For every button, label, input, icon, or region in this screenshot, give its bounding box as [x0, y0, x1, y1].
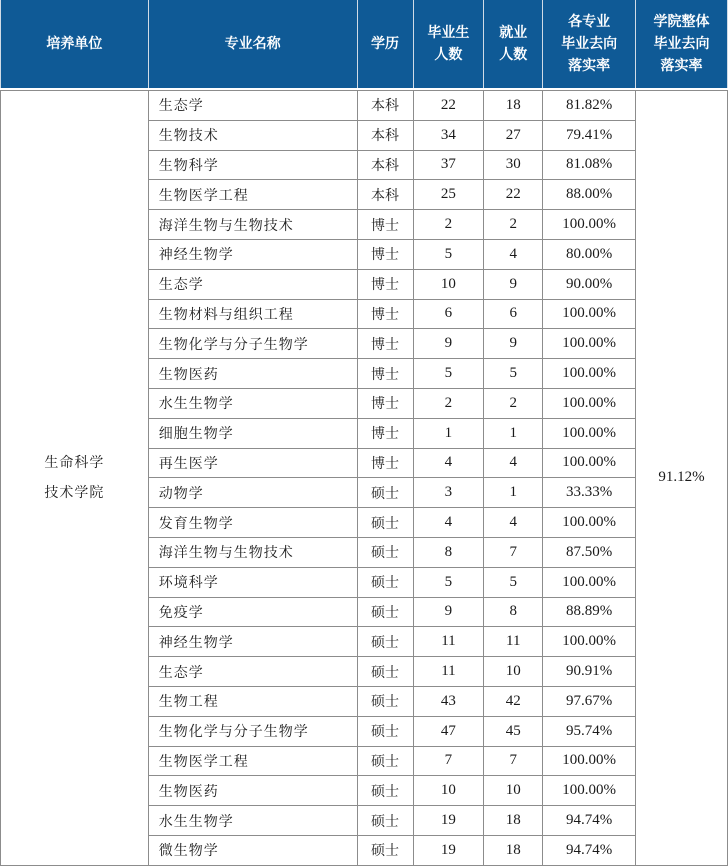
degree-cell: 本科 — [357, 120, 413, 150]
major-rate-cell: 100.00% — [543, 210, 636, 240]
major-rate-cell: 90.91% — [543, 657, 636, 687]
major-rate-cell: 100.00% — [543, 448, 636, 478]
graduates-cell: 47 — [413, 716, 484, 746]
header-row — [1, 0, 728, 88]
major-rate-cell: 100.00% — [543, 508, 636, 538]
header-employed-line2: 人数 — [499, 47, 528, 63]
major-cell: 再生医学 — [148, 448, 357, 478]
graduates-cell: 34 — [413, 120, 484, 150]
header-college-rate-line3: 落实率 — [660, 58, 703, 74]
major-cell: 水生生物学 — [148, 806, 357, 836]
major-cell: 生物医药 — [148, 359, 357, 389]
major-rate-cell: 95.74% — [543, 716, 636, 746]
header-graduates-line1: 毕业生 — [427, 25, 470, 41]
table-row — [1, 91, 728, 121]
major-rate-cell: 97.67% — [543, 686, 636, 716]
graduates-cell: 5 — [413, 239, 484, 269]
major-cell: 海洋生物与生物技术 — [148, 537, 357, 567]
degree-cell: 博士 — [357, 448, 413, 478]
major-cell: 细胞生物学 — [148, 418, 357, 448]
major-cell: 生态学 — [148, 269, 357, 299]
degree-cell: 硕士 — [357, 806, 413, 836]
graduates-cell: 1 — [413, 418, 484, 448]
degree-cell: 硕士 — [357, 746, 413, 776]
major-rate-cell: 100.00% — [543, 299, 636, 329]
degree-cell: 硕士 — [357, 567, 413, 597]
employed-cell: 4 — [484, 508, 543, 538]
degree-cell: 硕士 — [357, 627, 413, 657]
major-cell: 神经生物学 — [148, 239, 357, 269]
major-rate-cell: 100.00% — [543, 567, 636, 597]
degree-cell: 硕士 — [357, 686, 413, 716]
major-cell: 生态学 — [148, 91, 357, 121]
header-major-rate-line3: 落实率 — [568, 58, 611, 74]
graduates-cell: 6 — [413, 299, 484, 329]
employed-cell: 4 — [484, 448, 543, 478]
degree-cell: 博士 — [357, 388, 413, 418]
major-cell: 生物医药 — [148, 776, 357, 806]
header-college-rate-line2: 毕业去向 — [653, 36, 710, 52]
header-employed-line1: 就业 — [499, 25, 528, 41]
graduates-cell: 22 — [413, 91, 484, 121]
major-cell: 免疫学 — [148, 597, 357, 627]
major-rate-cell: 100.00% — [543, 418, 636, 448]
degree-cell: 博士 — [357, 329, 413, 359]
employed-cell: 1 — [484, 478, 543, 508]
major-cell: 生物材料与组织工程 — [148, 299, 357, 329]
unit-name-line1: 生命科学 — [44, 454, 105, 471]
degree-cell: 硕士 — [357, 597, 413, 627]
graduates-cell: 4 — [413, 448, 484, 478]
employed-cell: 9 — [484, 269, 543, 299]
major-rate-cell: 88.89% — [543, 597, 636, 627]
header-unit — [1, 0, 149, 88]
major-rate-cell: 100.00% — [543, 388, 636, 418]
major-cell: 生态学 — [148, 657, 357, 687]
major-cell: 生物化学与分子生物学 — [148, 329, 357, 359]
graduates-cell: 25 — [413, 180, 484, 210]
employed-cell: 5 — [484, 567, 543, 597]
employed-cell: 2 — [484, 210, 543, 240]
employed-cell: 7 — [484, 746, 543, 776]
graduates-cell: 19 — [413, 806, 484, 836]
major-rate-cell: 88.00% — [543, 180, 636, 210]
major-cell: 生物医学工程 — [148, 180, 357, 210]
major-rate-cell: 90.00% — [543, 269, 636, 299]
graduates-cell: 9 — [413, 329, 484, 359]
major-rate-cell: 81.08% — [543, 150, 636, 180]
employed-cell: 1 — [484, 418, 543, 448]
graduates-cell: 10 — [413, 776, 484, 806]
major-cell: 神经生物学 — [148, 627, 357, 657]
graduates-cell: 3 — [413, 478, 484, 508]
graduates-cell: 4 — [413, 508, 484, 538]
degree-cell: 硕士 — [357, 835, 413, 865]
major-rate-cell: 80.00% — [543, 239, 636, 269]
degree-cell: 博士 — [357, 359, 413, 389]
degree-cell: 本科 — [357, 150, 413, 180]
major-rate-cell: 100.00% — [543, 329, 636, 359]
graduates-cell: 5 — [413, 359, 484, 389]
major-cell: 生物化学与分子生物学 — [148, 716, 357, 746]
employed-cell: 42 — [484, 686, 543, 716]
college-overall-rate: 91.12% — [636, 91, 728, 866]
major-cell: 生物技术 — [148, 120, 357, 150]
major-rate-cell: 94.74% — [543, 835, 636, 865]
header-unit-label: 培养单位 — [46, 36, 103, 52]
header-college-rate — [636, 0, 728, 88]
graduates-cell: 43 — [413, 686, 484, 716]
major-cell: 微生物学 — [148, 835, 357, 865]
employed-cell: 11 — [484, 627, 543, 657]
major-cell: 环境科学 — [148, 567, 357, 597]
degree-cell: 博士 — [357, 299, 413, 329]
major-cell: 发育生物学 — [148, 508, 357, 538]
employed-cell: 22 — [484, 180, 543, 210]
major-rate-cell: 100.00% — [543, 627, 636, 657]
employed-cell: 18 — [484, 835, 543, 865]
degree-cell: 硕士 — [357, 657, 413, 687]
major-rate-cell: 100.00% — [543, 776, 636, 806]
degree-cell: 博士 — [357, 269, 413, 299]
degree-cell: 博士 — [357, 418, 413, 448]
employed-cell: 18 — [484, 806, 543, 836]
header-college-rate-line1: 学院整体 — [653, 14, 710, 30]
major-rate-cell: 79.41% — [543, 120, 636, 150]
unit-name-line2: 技术学院 — [44, 484, 105, 501]
graduates-cell: 11 — [413, 627, 484, 657]
graduates-cell: 2 — [413, 210, 484, 240]
employed-cell: 10 — [484, 776, 543, 806]
graduates-cell: 37 — [413, 150, 484, 180]
unit-cell — [1, 91, 149, 866]
major-rate-cell: 33.33% — [543, 478, 636, 508]
employed-cell: 5 — [484, 359, 543, 389]
header-degree — [357, 0, 413, 88]
graduates-cell: 2 — [413, 388, 484, 418]
major-rate-cell: 81.82% — [543, 91, 636, 121]
degree-cell: 硕士 — [357, 537, 413, 567]
employed-cell: 2 — [484, 388, 543, 418]
employed-cell: 6 — [484, 299, 543, 329]
employed-cell: 8 — [484, 597, 543, 627]
employed-cell: 4 — [484, 239, 543, 269]
degree-cell: 硕士 — [357, 508, 413, 538]
graduates-cell: 10 — [413, 269, 484, 299]
header-degree-label: 学历 — [371, 36, 400, 52]
degree-cell: 硕士 — [357, 776, 413, 806]
graduates-cell: 9 — [413, 597, 484, 627]
major-rate-cell: 87.50% — [543, 537, 636, 567]
major-cell: 生物科学 — [148, 150, 357, 180]
header-major-label: 专业名称 — [224, 36, 281, 52]
graduates-cell: 11 — [413, 657, 484, 687]
major-cell: 海洋生物与生物技术 — [148, 210, 357, 240]
header-major-rate-line1: 各专业 — [568, 14, 611, 30]
major-cell: 水生生物学 — [148, 388, 357, 418]
employed-cell: 45 — [484, 716, 543, 746]
header-graduates-line2: 人数 — [434, 47, 463, 63]
degree-cell: 本科 — [357, 91, 413, 121]
degree-cell: 博士 — [357, 210, 413, 240]
employed-cell: 30 — [484, 150, 543, 180]
major-rate-cell: 100.00% — [543, 746, 636, 776]
employed-cell: 10 — [484, 657, 543, 687]
degree-cell: 博士 — [357, 239, 413, 269]
employed-cell: 27 — [484, 120, 543, 150]
degree-cell: 硕士 — [357, 478, 413, 508]
graduates-cell: 5 — [413, 567, 484, 597]
table-body — [1, 88, 728, 865]
graduates-cell: 7 — [413, 746, 484, 776]
employed-cell: 18 — [484, 91, 543, 121]
graduates-cell: 8 — [413, 537, 484, 567]
major-cell: 生物医学工程 — [148, 746, 357, 776]
major-cell: 动物学 — [148, 478, 357, 508]
major-rate-cell: 94.74% — [543, 806, 636, 836]
degree-cell: 硕士 — [357, 716, 413, 746]
header-major-rate-line2: 毕业去向 — [561, 36, 618, 52]
header-graduates — [413, 0, 484, 88]
header-major — [148, 0, 357, 88]
degree-cell: 本科 — [357, 180, 413, 210]
header-employed — [484, 0, 543, 88]
major-rate-cell: 100.00% — [543, 359, 636, 389]
employed-cell: 9 — [484, 329, 543, 359]
header-major-rate — [543, 0, 636, 88]
major-cell: 生物工程 — [148, 686, 357, 716]
graduates-cell: 19 — [413, 835, 484, 865]
employed-cell: 7 — [484, 537, 543, 567]
